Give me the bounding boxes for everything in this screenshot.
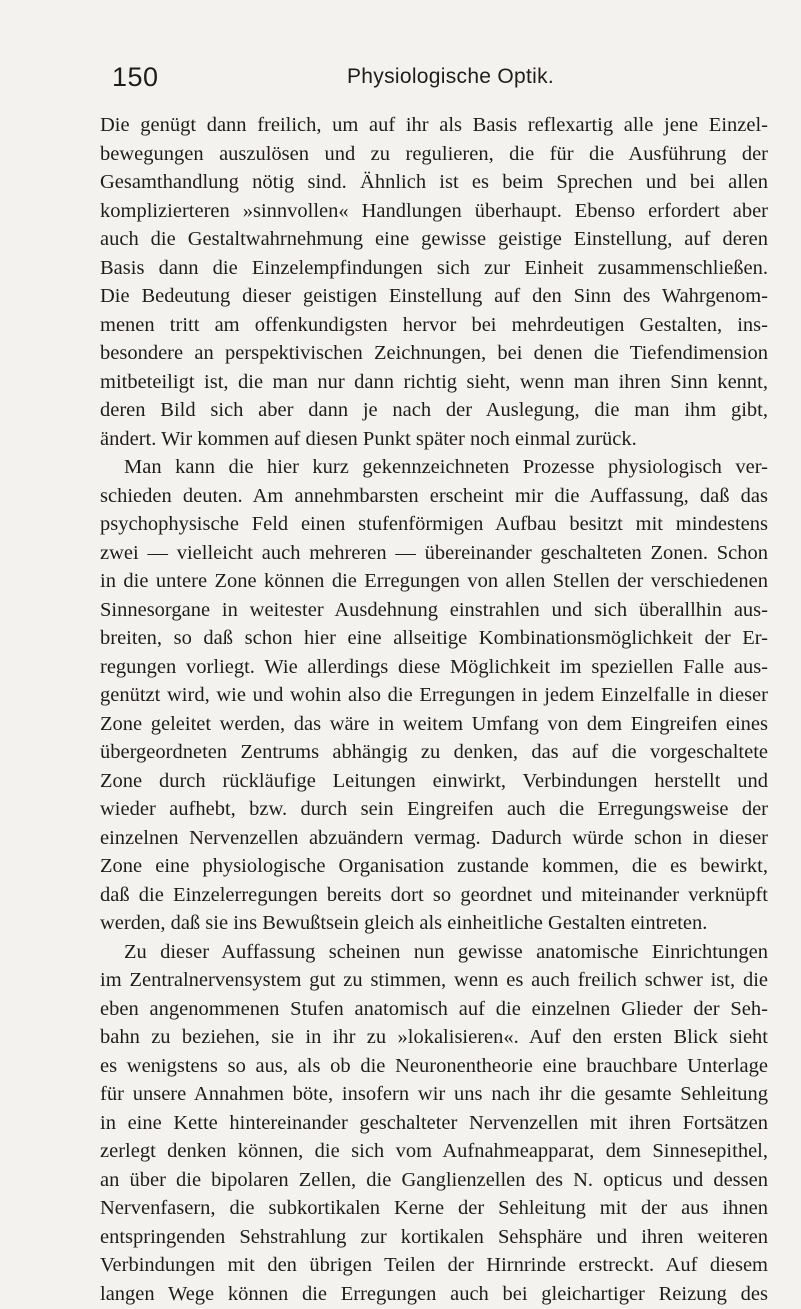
text-line: Gesamthandlung nötig sind. Ähnlich ist es beim Sprechen und bei allen xyxy=(100,171,768,193)
text-line: entspringenden Sehstrahlung zur kortikalen Sehsphäre und ihren weiteren xyxy=(100,1225,768,1248)
text-line: mitbeteiligt ist, die man nur dann richtig sieht, wenn man ihren Sinn kennt, xyxy=(100,370,768,393)
text-line: regungen vorliegt. Wie allerdings diese Möglichkeit im speziellen Falle aus- xyxy=(100,655,768,678)
page-header xyxy=(112,62,761,102)
text-line: langen Wege können die Erregungen auch bei gleichartiger Reizung des xyxy=(100,1282,768,1305)
text-line: breiten, so daß schon hier eine allseitige Kombinationsmöglichkeit der Er- xyxy=(100,627,768,649)
text-line: bewegungen auszulösen und zu regulieren, die für die Ausführung der xyxy=(100,142,768,165)
text-line: Man kann die hier kurz gekennzeichneten Prozesse physiologisch ver- xyxy=(124,456,768,478)
text-line: werden, daß sie ins Bewußtsein gleich als einheitliche Gestalten eintreten. xyxy=(100,912,708,934)
text-line: Nervenfasern, die subkortikalen Kerne der Sehleitung mit der aus ihnen xyxy=(100,1197,768,1219)
page-number: 150 xyxy=(112,62,159,92)
body-text xyxy=(100,111,768,1308)
text-line: Zone eine physiologische Organisation zustande kommen, die es bewirkt, xyxy=(100,855,768,877)
text-line: schieden deuten. Am annehmbarsten erscheint mir die Auffassung, daß das xyxy=(100,484,768,507)
text-line: Die genügt dann freilich, um auf ihr als Basis reflexartig alle jene Einzel- xyxy=(100,114,768,136)
text-line: im Zentralnervensystem gut zu stimmen, wenn es auch freilich schwer ist, die xyxy=(100,969,768,991)
text-line: wieder aufhebt, bzw. durch sein Eingreifen auch die Erregungsweise der xyxy=(100,798,768,820)
text-line: Basis dann die Einzelempfindungen sich zur Einheit zusammenschließen. xyxy=(100,256,768,279)
text-line: eben angenommenen Stufen anatomisch auf die einzelnen Glieder der Seh- xyxy=(100,997,768,1020)
running-title: Physiologische Optik. xyxy=(347,65,555,88)
text-line: Zone geleitet werden, das wäre in weitem Umfang von dem Eingreifen eines xyxy=(100,712,768,735)
text-line: bahn zu beziehen, sie in ihr zu »lokalisieren«. Auf den ersten Blick sieht xyxy=(100,1026,768,1048)
text-line: Zu dieser Auffassung scheinen nun gewisse anatomische Einrichtungen xyxy=(124,940,768,963)
text-line: es wenigstens so aus, als ob die Neuronentheorie eine brauchbare Unterlage xyxy=(100,1054,768,1077)
text-line: komplizierteren »sinnvollen« Handlungen überhaupt. Ebenso erfordert aber xyxy=(100,199,768,222)
text-line: menen tritt am offenkundigsten hervor bei mehrdeutigen Gestalten, ins- xyxy=(100,313,768,336)
text-line: Zone durch rückläufige Leitungen einwirkt, Verbindungen herstellt und xyxy=(100,769,768,792)
text-line: ändert. Wir kommen auf diesen Punkt später noch einmal zurück. xyxy=(100,427,637,450)
text-line: zwei — vielleicht auch mehreren — übereinander geschalteten Zonen. Schon xyxy=(100,541,768,564)
text-line: einzelnen Nervenzellen abzuändern vermag. Dadurch würde schon in dieser xyxy=(100,826,768,849)
text-line: für unsere Annahmen böte, insofern wir uns nach ihr die gesamte Sehleitung xyxy=(100,1083,768,1105)
text-line: genützt wird, wie und wohin also die Erregungen in jedem Einzelfalle in dieser xyxy=(100,684,768,706)
text-line: an über die bipolaren Zellen, die Ganglienzellen des N. opticus und dessen xyxy=(100,1168,768,1191)
text-line: daß die Einzelerregungen bereits dort so geordnet und miteinander verknüpft xyxy=(100,883,768,906)
text-line: Die Bedeutung dieser geistigen Einstellung auf den Sinn des Wahrgenom- xyxy=(100,285,768,307)
text-line: in eine Kette hintereinander geschalteter Nervenzellen mit ihren Fortsätzen xyxy=(100,1111,768,1134)
text-line: auch die Gestaltwahrnehmung eine gewisse geistige Einstellung, auf deren xyxy=(100,228,768,250)
text-line: zerlegt denken können, die sich vom Aufnahmeapparat, dem Sinnesepithel, xyxy=(100,1140,768,1162)
text-line: Sinnesorgane in weitester Ausdehnung einstrahlen und sich überallhin aus- xyxy=(100,598,768,621)
text-line: besondere an perspektivischen Zeichnungen, bei denen die Tiefendimension xyxy=(100,342,768,364)
text-line: psychophysische Feld einen stufenförmigen Aufbau besitzt mit mindestens xyxy=(100,513,768,535)
text-line: deren Bild sich aber dann je nach der Auslegung, die man ihm gibt, xyxy=(100,399,768,421)
text-line: in die untere Zone können die Erregungen von allen Stellen der verschiedenen xyxy=(100,570,768,592)
text-line: Verbindungen mit den übrigen Teilen der Hirnrinde erstreckt. Auf diesem xyxy=(100,1254,768,1276)
text-line: übergeordneten Zentrums abhängig zu denken, das auf die vorgeschaltete xyxy=(100,741,768,763)
